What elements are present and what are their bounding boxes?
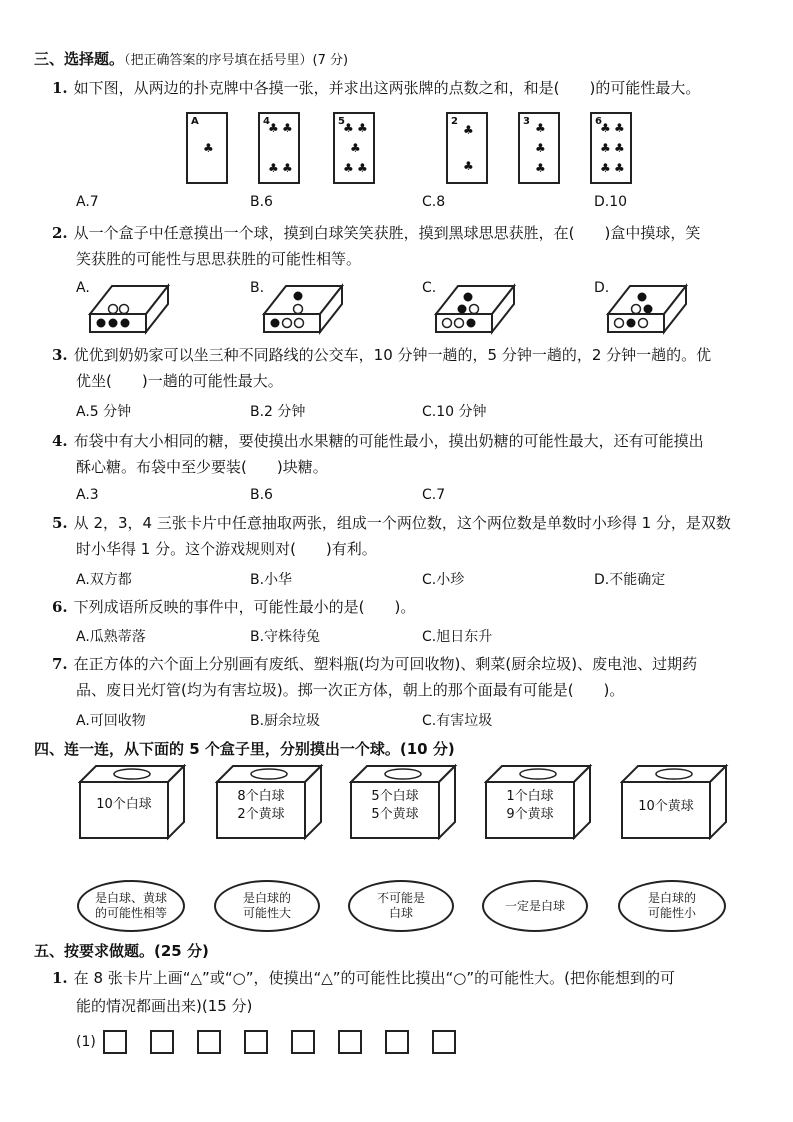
option-c[interactable]: C.8	[422, 194, 446, 210]
box-line: 9个黄球	[506, 807, 554, 822]
answer-card-7[interactable]	[385, 1030, 409, 1054]
oval-line: 可能性小	[647, 906, 696, 920]
option-c[interactable]: C.有害垃圾	[422, 713, 493, 729]
ball-box-c	[434, 280, 518, 336]
section-title-text: 三、选择题。	[34, 50, 125, 68]
question-7	[52, 654, 697, 674]
oval-line: 可能性大	[242, 906, 291, 920]
option-b[interactable]: B.厨余垃圾	[250, 713, 321, 729]
ball-box-d	[606, 280, 690, 336]
oval-option-5[interactable]	[618, 880, 726, 932]
question-number: 1.	[52, 79, 68, 97]
question-text-cont: 品、废日光灯管(均为有害垃圾)。掷一次正方体，朝上的那个面最有可能是( )。	[76, 681, 625, 699]
card-rank: 2	[451, 116, 458, 127]
club-icon: ♣	[614, 141, 625, 155]
option-d[interactable]: D.10	[594, 194, 628, 210]
option-b[interactable]: B.6	[250, 194, 273, 210]
card-rank: 4	[263, 116, 270, 127]
section-4-title: 四、连一连，从下面的 5 个盒子里，分别摸出一个球。(10 分)	[34, 740, 455, 758]
option-c[interactable]: C.旭日东升	[422, 629, 493, 645]
box-2-label	[217, 788, 305, 824]
question-5-1	[52, 968, 675, 988]
club-icon: ♣	[203, 141, 214, 155]
section-3-title	[34, 48, 348, 69]
playing-card-6	[590, 112, 632, 184]
option-a[interactable]: A.3	[76, 487, 99, 503]
club-icon: ♣	[535, 121, 546, 135]
option-b[interactable]: B.6	[250, 487, 273, 503]
option-a[interactable]: A.双方都	[76, 572, 132, 588]
oval-line: 的可能性相等	[94, 906, 167, 920]
option-d[interactable]: D.	[594, 280, 610, 296]
club-icon: ♣	[282, 121, 293, 135]
oval-line: 是白球、黄球	[94, 891, 167, 905]
option-a[interactable]: A.	[76, 280, 90, 296]
club-icon: ♣	[350, 141, 361, 155]
club-icon: ♣	[600, 121, 611, 135]
box-line: 10个黄球	[638, 799, 694, 814]
question-6	[52, 597, 415, 617]
club-icon: ♣	[600, 141, 611, 155]
oval-line: 一定是白球	[504, 898, 565, 913]
question-text: 下列成语所反映的事件中，可能性最小的是( )。	[73, 598, 416, 616]
oval-option-4[interactable]	[482, 880, 588, 932]
option-a[interactable]: A.可回收物	[76, 713, 146, 729]
ball-box-b	[262, 280, 346, 336]
oval-option-3[interactable]	[348, 880, 454, 932]
oval-line: 是白球的	[647, 891, 696, 905]
box-5-label	[622, 798, 710, 816]
oval-option-1[interactable]	[77, 880, 185, 932]
section-note: （把正确答案的序号填在括号里）(7 分)	[124, 53, 349, 68]
question-text-cont: 优坐( )一趟的可能性最大。	[76, 372, 283, 390]
club-icon: ♣	[463, 159, 474, 173]
question-number: 2.	[52, 224, 68, 242]
option-b[interactable]: B.守株待兔	[250, 629, 321, 645]
question-number: 7.	[52, 655, 68, 673]
card-rank: 6	[595, 116, 602, 127]
option-a[interactable]: A.瓜熟蒂落	[76, 629, 146, 645]
question-number: 1.	[52, 969, 68, 987]
club-icon: ♣	[535, 141, 546, 155]
question-text: 如下图，从两边的扑克牌中各摸一张，并求出这两张牌的点数之和，和是( )的可能性最大。	[73, 79, 701, 97]
playing-card-3	[518, 112, 560, 184]
club-icon: ♣	[268, 121, 279, 135]
question-5	[52, 513, 731, 533]
question-3	[52, 345, 711, 365]
question-number: 4.	[52, 432, 68, 450]
option-a[interactable]: A.5 分钟	[76, 404, 132, 420]
answer-card-4[interactable]	[244, 1030, 268, 1054]
card-rank: A	[191, 116, 199, 127]
club-icon: ♣	[343, 161, 354, 175]
playing-card-4	[258, 112, 300, 184]
answer-card-2[interactable]	[150, 1030, 174, 1054]
answer-card-1[interactable]	[103, 1030, 127, 1054]
box-line: 5个白球	[371, 789, 419, 804]
playing-card-2	[446, 112, 488, 184]
oval-line: 是白球的	[242, 891, 291, 905]
question-text-cont: 能的情况都画出来)(15 分)	[76, 997, 253, 1015]
box-1-label	[80, 796, 168, 814]
question-number: 3.	[52, 346, 68, 364]
club-icon: ♣	[282, 161, 293, 175]
option-b[interactable]: B.2 分钟	[250, 404, 306, 420]
question-text-cont: 酥心糖。布袋中至少要装( )块糖。	[76, 458, 328, 476]
club-icon: ♣	[614, 121, 625, 135]
answer-card-8[interactable]	[432, 1030, 456, 1054]
answer-card-6[interactable]	[338, 1030, 362, 1054]
box-line: 1个白球	[506, 789, 554, 804]
club-icon: ♣	[535, 161, 546, 175]
box-line: 8个白球	[237, 789, 285, 804]
club-icon: ♣	[600, 161, 611, 175]
option-c[interactable]: C.7	[422, 487, 446, 503]
question-number: 5.	[52, 514, 68, 532]
club-icon: ♣	[268, 161, 279, 175]
question-number: 6.	[52, 598, 68, 616]
section-5-title: 五、按要求做题。(25 分)	[34, 942, 209, 960]
club-icon: ♣	[463, 123, 474, 137]
box-line: 5个黄球	[371, 807, 419, 822]
option-a[interactable]: A.7	[76, 194, 99, 210]
oval-line: 不可能是	[376, 891, 425, 905]
question-text-cont: 时小华得 1 分。这个游戏规则对( )有利。	[76, 540, 377, 558]
club-icon: ♣	[343, 121, 354, 135]
option-d[interactable]: D.不能确定	[594, 572, 666, 588]
oval-option-2[interactable]	[214, 880, 320, 932]
option-c[interactable]: C.	[422, 280, 437, 296]
question-text: 从一个盒子中任意摸出一个球，摸到白球笑笑获胜，摸到黑球思思获胜，在( )盒中摸球，笑	[73, 224, 701, 242]
box-line: 2个黄球	[237, 807, 285, 822]
question-text: 布袋中有大小相同的糖，要使摸出水果糖的可能性最小，摸出奶糖的可能性最大，还有可能摸出	[73, 432, 704, 450]
question-1	[52, 78, 700, 98]
question-text: 在 8 张卡片上画“△”或“○”，使摸出“△”的可能性比摸出“○”的可能性大。(把你能想到的可	[73, 969, 676, 987]
box-4-label	[486, 788, 574, 824]
club-icon: ♣	[357, 121, 368, 135]
question-4	[52, 431, 704, 451]
question-text: 优优到奶奶家可以坐三种不同路线的公交车，10 分钟一趟的，5 分钟一趟的，2 分钟一趟的。优	[73, 346, 712, 364]
option-b[interactable]: B.	[250, 280, 265, 296]
answer-card-5[interactable]	[291, 1030, 315, 1054]
option-c[interactable]: C.小珍	[422, 572, 465, 588]
ball-box-a	[88, 280, 172, 336]
card-rank: 5	[338, 116, 345, 127]
question-text: 在正方体的六个面上分别画有废纸、塑料瓶(均为可回收物)、剩菜(厨余垃圾)、废电池、过期药	[73, 655, 698, 673]
question-text-cont: 笑获胜的可能性与思思获胜的可能性相等。	[76, 250, 362, 268]
playing-card-ace	[186, 112, 228, 184]
box-3-label	[351, 788, 439, 824]
oval-line: 白球	[388, 906, 413, 920]
question-2	[52, 223, 700, 243]
option-b[interactable]: B.小华	[250, 572, 293, 588]
box-line: 10个白球	[96, 797, 152, 812]
playing-card-5	[333, 112, 375, 184]
club-icon: ♣	[614, 161, 625, 175]
subquestion-label: (1)	[76, 1034, 96, 1050]
card-rank: 3	[523, 116, 530, 127]
question-text: 从 2，3，4 三张卡片中任意抽取两张，组成一个两位数，这个两位数是单数时小珍得 1 分，是双数	[73, 514, 731, 532]
answer-card-3[interactable]	[197, 1030, 221, 1054]
club-icon: ♣	[357, 161, 368, 175]
option-c[interactable]: C.10 分钟	[422, 404, 487, 420]
